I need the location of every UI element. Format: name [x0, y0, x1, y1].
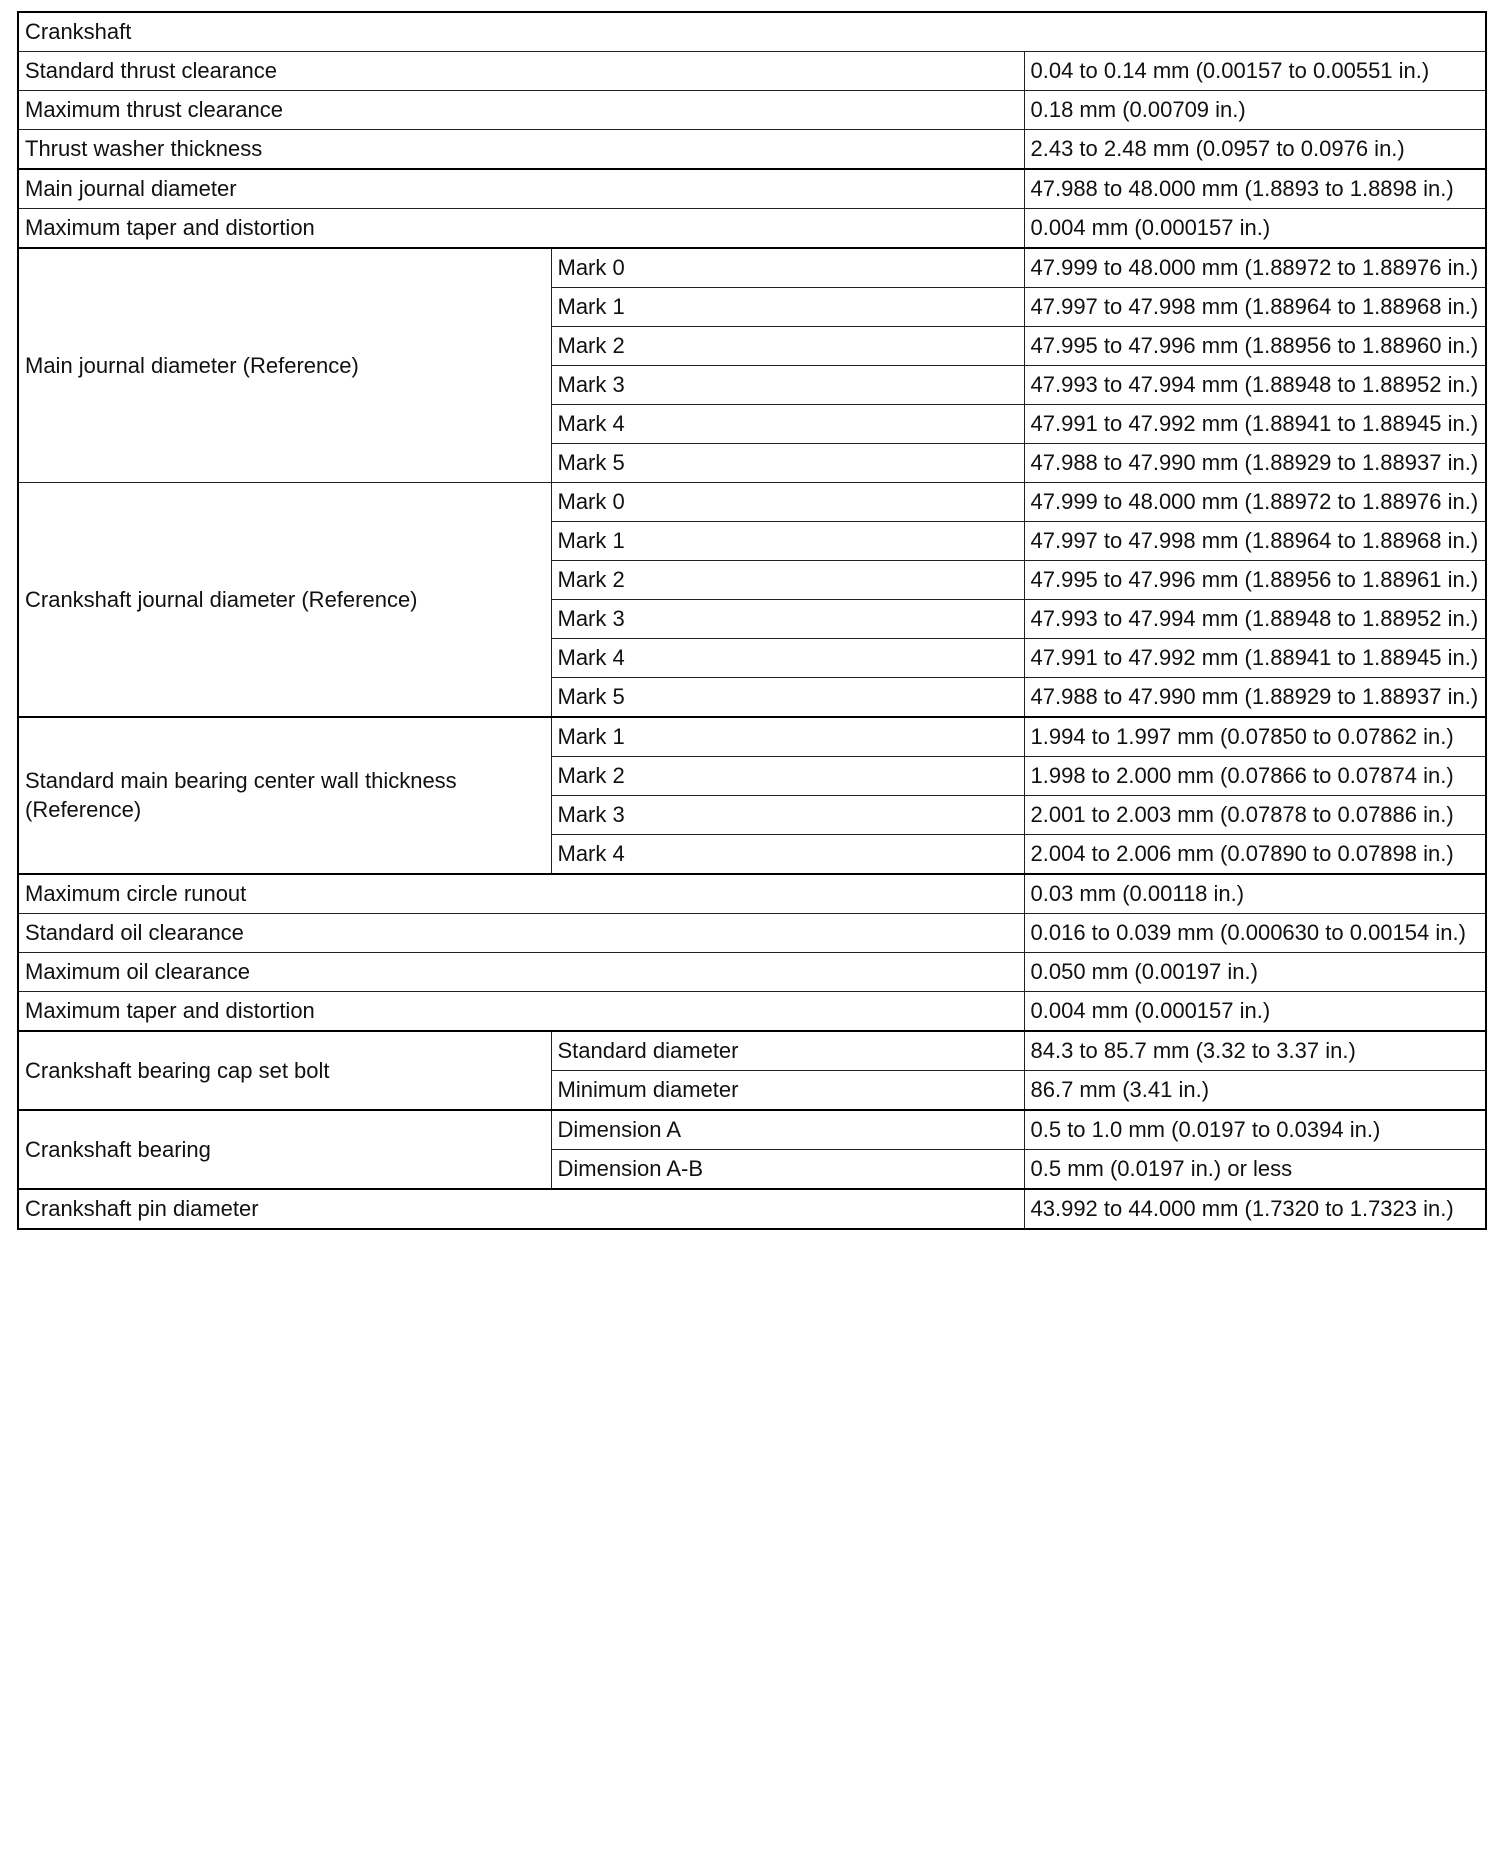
mark-label: Mark 4	[551, 405, 1024, 444]
group-label-cap-bolt: Crankshaft bearing cap set bolt	[18, 1031, 551, 1110]
sub-label: Dimension A-B	[551, 1150, 1024, 1190]
mark-value: 1.994 to 1.997 mm (0.07850 to 0.07862 in.)	[1024, 717, 1486, 757]
table-title-row	[18, 12, 1486, 52]
spec-value: 0.18 mm (0.00709 in.)	[1024, 91, 1486, 130]
sub-value: 84.3 to 85.7 mm (3.32 to 3.37 in.)	[1024, 1031, 1486, 1071]
table-row	[18, 483, 1486, 522]
mark-label: Mark 1	[551, 522, 1024, 561]
spec-value: 47.988 to 48.000 mm (1.8893 to 1.8898 in.)	[1024, 169, 1486, 209]
mark-label: Mark 4	[551, 639, 1024, 678]
table-row	[18, 914, 1486, 953]
spec-label: Main journal diameter	[18, 169, 1024, 209]
spec-value: 2.43 to 2.48 mm (0.0957 to 0.0976 in.)	[1024, 130, 1486, 170]
table-row	[18, 1031, 1486, 1071]
sub-label: Minimum diameter	[551, 1071, 1024, 1111]
spec-value: 43.992 to 44.000 mm (1.7320 to 1.7323 in.)	[1024, 1189, 1486, 1229]
table-row	[18, 992, 1486, 1032]
table-row	[18, 52, 1486, 91]
mark-value: 47.995 to 47.996 mm (1.88956 to 1.88960 in.)	[1024, 327, 1486, 366]
mark-label: Mark 3	[551, 366, 1024, 405]
table-row	[18, 874, 1486, 914]
mark-value: 47.993 to 47.994 mm (1.88948 to 1.88952 in.)	[1024, 600, 1486, 639]
mark-label: Mark 0	[551, 248, 1024, 288]
group-label-bearing-wall-ref: Standard main bearing center wall thickness (Reference)	[18, 717, 551, 874]
table-title: Crankshaft	[18, 12, 1486, 52]
mark-value: 47.988 to 47.990 mm (1.88929 to 1.88937 in.)	[1024, 678, 1486, 718]
mark-value: 47.997 to 47.998 mm (1.88964 to 1.88968 in.)	[1024, 522, 1486, 561]
mark-label: Mark 1	[551, 717, 1024, 757]
spec-label: Standard oil clearance	[18, 914, 1024, 953]
mark-label: Mark 5	[551, 678, 1024, 718]
mark-value: 47.988 to 47.990 mm (1.88929 to 1.88937 in.)	[1024, 444, 1486, 483]
spec-label: Standard thrust clearance	[18, 52, 1024, 91]
sub-label: Dimension A	[551, 1110, 1024, 1150]
table-row	[18, 209, 1486, 249]
table-row	[18, 248, 1486, 288]
mark-value: 47.999 to 48.000 mm (1.88972 to 1.88976 in.)	[1024, 248, 1486, 288]
sub-value: 0.5 mm (0.0197 in.) or less	[1024, 1150, 1486, 1190]
table-row	[18, 1110, 1486, 1150]
mark-value: 47.999 to 48.000 mm (1.88972 to 1.88976 in.)	[1024, 483, 1486, 522]
mark-value: 47.991 to 47.992 mm (1.88941 to 1.88945 in.)	[1024, 639, 1486, 678]
sub-value: 86.7 mm (3.41 in.)	[1024, 1071, 1486, 1111]
mark-value: 2.001 to 2.003 mm (0.07878 to 0.07886 in.)	[1024, 796, 1486, 835]
group-label-bearing: Crankshaft bearing	[18, 1110, 551, 1189]
mark-label: Mark 2	[551, 757, 1024, 796]
mark-value: 47.991 to 47.992 mm (1.88941 to 1.88945 in.)	[1024, 405, 1486, 444]
spec-label: Maximum oil clearance	[18, 953, 1024, 992]
mark-label: Mark 5	[551, 444, 1024, 483]
spec-label: Thrust washer thickness	[18, 130, 1024, 170]
mark-value: 47.997 to 47.998 mm (1.88964 to 1.88968 in.)	[1024, 288, 1486, 327]
table-row	[18, 169, 1486, 209]
table-row	[18, 91, 1486, 130]
table-row	[18, 953, 1486, 992]
mark-label: Mark 3	[551, 796, 1024, 835]
table-row	[18, 130, 1486, 170]
spec-label: Maximum taper and distortion	[18, 992, 1024, 1032]
mark-label: Mark 3	[551, 600, 1024, 639]
mark-label: Mark 4	[551, 835, 1024, 875]
spec-value: 0.004 mm (0.000157 in.)	[1024, 992, 1486, 1032]
spec-value: 0.016 to 0.039 mm (0.000630 to 0.00154 in.)	[1024, 914, 1486, 953]
mark-label: Mark 2	[551, 561, 1024, 600]
mark-label: Mark 0	[551, 483, 1024, 522]
mark-value: 1.998 to 2.000 mm (0.07866 to 0.07874 in.)	[1024, 757, 1486, 796]
mark-label: Mark 1	[551, 288, 1024, 327]
crankshaft-spec-table	[17, 11, 1487, 1230]
spec-value: 0.03 mm (0.00118 in.)	[1024, 874, 1486, 914]
table-row	[18, 1189, 1486, 1229]
mark-value: 2.004 to 2.006 mm (0.07890 to 0.07898 in.)	[1024, 835, 1486, 875]
mark-value: 47.993 to 47.994 mm (1.88948 to 1.88952 in.)	[1024, 366, 1486, 405]
table-row	[18, 717, 1486, 757]
group-label-main-journal-ref: Main journal diameter (Reference)	[18, 248, 551, 483]
mark-label: Mark 2	[551, 327, 1024, 366]
spec-label: Crankshaft pin diameter	[18, 1189, 1024, 1229]
spec-value: 0.004 mm (0.000157 in.)	[1024, 209, 1486, 249]
mark-value: 47.995 to 47.996 mm (1.88956 to 1.88961 in.)	[1024, 561, 1486, 600]
sub-label: Standard diameter	[551, 1031, 1024, 1071]
sub-value: 0.5 to 1.0 mm (0.0197 to 0.0394 in.)	[1024, 1110, 1486, 1150]
group-label-crank-journal-ref: Crankshaft journal diameter (Reference)	[18, 483, 551, 718]
spec-label: Maximum circle runout	[18, 874, 1024, 914]
spec-label: Maximum taper and distortion	[18, 209, 1024, 249]
spec-value: 0.04 to 0.14 mm (0.00157 to 0.00551 in.)	[1024, 52, 1486, 91]
spec-label: Maximum thrust clearance	[18, 91, 1024, 130]
spec-value: 0.050 mm (0.00197 in.)	[1024, 953, 1486, 992]
